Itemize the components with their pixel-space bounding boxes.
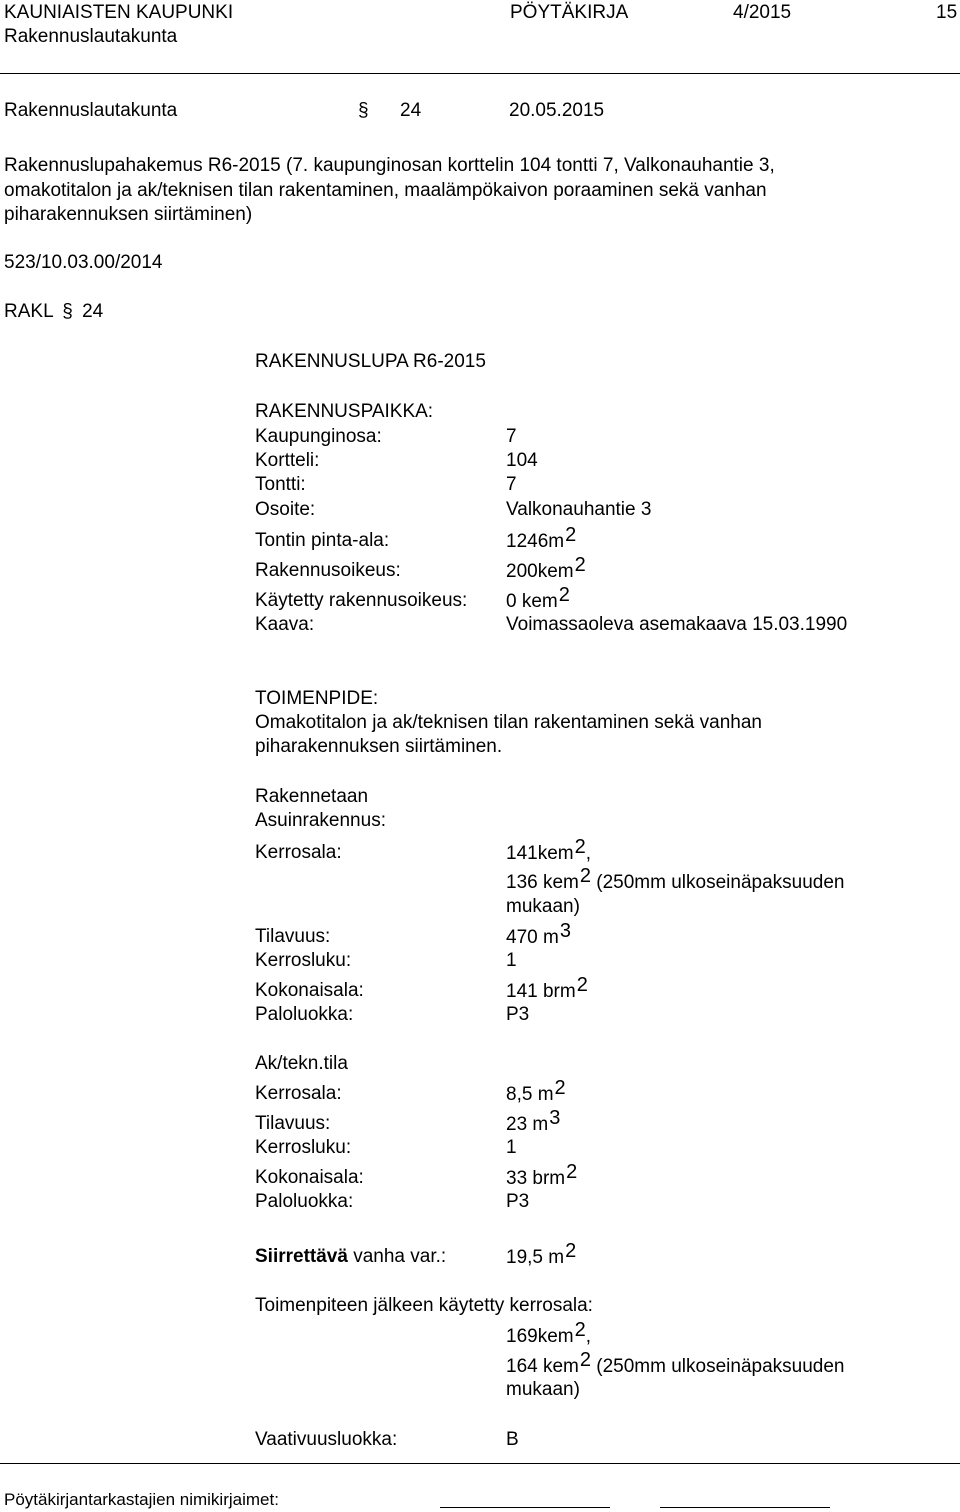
after-label: Toimenpiteen jälkeen käytetty kerrosala: (255, 1295, 593, 1316)
tech-fire-class-value: P3 (506, 1191, 530, 1212)
tech-floors-label: Kerrosluku: (255, 1137, 352, 1158)
site-value-plot: 7 (506, 474, 517, 495)
site-value-district: 7 (506, 426, 517, 447)
res-floor-area-value-2: 136 kem2 (250mm ulkoseinäpaksuuden (506, 865, 845, 893)
site-value-building-right: 200kem2 (506, 554, 586, 582)
meeting-date: 20.05.2015 (509, 100, 605, 121)
tech-total-area-value: 33 brm2 (506, 1161, 578, 1189)
demand-class-label: Vaativuusluokka: (255, 1429, 398, 1450)
res-floor-area-value-2-cont: mukaan) (506, 896, 580, 917)
action-line-1: Omakotitalon ja ak/teknisen tilan rakentaminen sekä vanhan (255, 712, 762, 733)
site-label-building-right: Rakennusoikeus: (255, 560, 401, 581)
site-label-block: Kortteli: (255, 450, 320, 471)
built-heading: Rakennetaan (255, 786, 369, 807)
site-heading: RAKENNUSPAIKKA: (255, 401, 434, 422)
tech-floor-area-label: Kerrosala: (255, 1083, 342, 1104)
section-number: 24 (400, 100, 422, 121)
res-total-area-label: Kokonaisala: (255, 980, 364, 1001)
tech-fire-class-label: Paloluokka: (255, 1191, 354, 1212)
rakl-section: 24 (82, 301, 104, 322)
header-divider (0, 73, 960, 74)
site-label-district: Kaupunginosa: (255, 426, 382, 447)
org-name: KAUNIAISTEN KAUPUNKI (4, 2, 234, 23)
res-volume-label: Tilavuus: (255, 926, 331, 947)
initials-line-1 (440, 1507, 610, 1508)
site-value-plan: Voimassaoleva asemakaava 15.03.1990 (506, 614, 848, 635)
action-line-2: piharakennuksen siirtäminen. (255, 736, 503, 757)
tech-total-area-label: Kokonaisala: (255, 1167, 364, 1188)
rakl-label: RAKL (4, 301, 53, 322)
tech-volume-value: 23 m3 (506, 1107, 561, 1135)
moved-building-label: Siirrettävä vanha var.: (255, 1246, 447, 1267)
footer-divider (0, 1463, 960, 1464)
res-floors-value: 1 (506, 950, 517, 971)
title-line-1: Rakennuslupahakemus R6-2015 (7. kaupunginosan korttelin 104 tontti 7, Valkonauhantie 3, (4, 155, 775, 176)
site-label-used-right: Käytetty rakennusoikeus: (255, 590, 468, 611)
document-type: PÖYTÄKIRJA (510, 2, 629, 23)
after-value-2-cont: mukaan) (506, 1379, 580, 1400)
tech-floors-value: 1 (506, 1137, 517, 1158)
section-sign: § (358, 100, 369, 121)
demand-class-value: B (506, 1429, 519, 1450)
tech-label: Ak/tekn.tila (255, 1053, 348, 1074)
site-label-address: Osoite: (255, 499, 316, 520)
tech-volume-label: Tilavuus: (255, 1113, 331, 1134)
issue-number: 4/2015 (733, 2, 792, 23)
res-floor-area-label: Kerrosala: (255, 842, 342, 863)
tech-floor-area-value: 8,5 m2 (506, 1077, 566, 1105)
after-value-2: 164 kem2 (250mm ulkoseinäpaksuuden (506, 1349, 845, 1377)
rakl-reference (4, 300, 103, 324)
site-label-plot: Tontti: (255, 474, 306, 495)
moved-building-value: 19,5 m2 (506, 1240, 577, 1268)
title-line-2: omakotitalon ja ak/teknisen tilan rakentaminen, maalämpökaivon poraaminen sekä vanhan (4, 180, 767, 201)
permit-heading: RAKENNUSLUPA R6-2015 (255, 351, 486, 372)
site-value-plot-area: 1246m2 (506, 524, 577, 552)
res-total-area-value: 141 brm2 (506, 974, 588, 1002)
site-label-plot-area: Tontin pinta-ala: (255, 530, 390, 551)
rakl-section-sign: § (62, 301, 73, 322)
res-floor-area-value: 141kem2, (506, 836, 592, 864)
after-value-1: 169kem2, (506, 1319, 592, 1347)
title-line-3: piharakennuksen siirtäminen) (4, 204, 253, 225)
page-number: 15 (936, 2, 958, 23)
res-fire-class-value: P3 (506, 1004, 530, 1025)
meeting-committee: Rakennuslautakunta (4, 100, 178, 121)
res-fire-class-label: Paloluokka: (255, 1004, 354, 1025)
footer-label: Pöytäkirjantarkastajien nimikirjaimet: (4, 1490, 279, 1509)
residential-label: Asuinrakennus: (255, 810, 386, 831)
committee-name: Rakennuslautakunta (4, 26, 178, 47)
site-value-block: 104 (506, 450, 538, 471)
res-floors-label: Kerrosluku: (255, 950, 352, 971)
res-volume-value: 470 m3 (506, 920, 571, 948)
action-heading: TOIMENPIDE: (255, 688, 379, 709)
site-label-plan: Kaava: (255, 614, 315, 635)
initials-line-2 (660, 1507, 830, 1508)
diary-number: 523/10.03.00/2014 (4, 252, 163, 273)
site-value-used-right: 0 kem2 (506, 584, 570, 612)
site-value-address: Valkonauhantie 3 (506, 499, 652, 520)
